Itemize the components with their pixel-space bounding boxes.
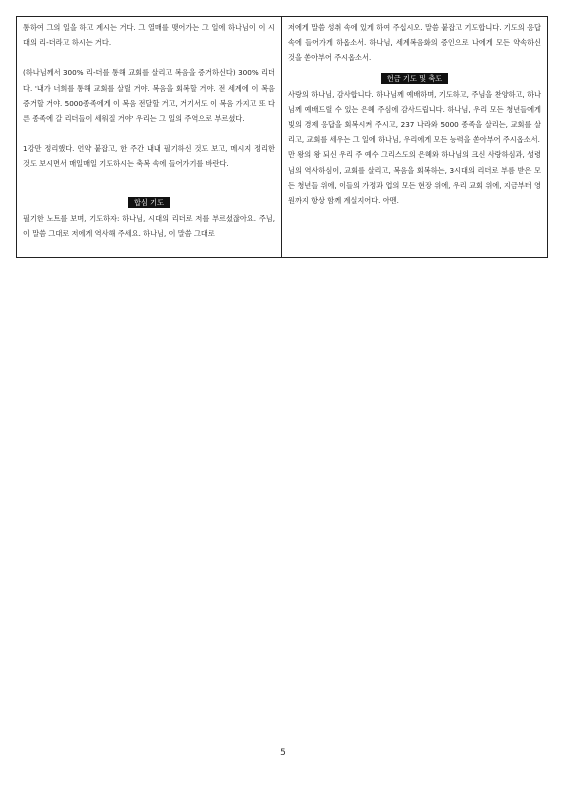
section-heading-joint-prayer: 합심 기도 (128, 197, 170, 208)
two-column-text-box (16, 16, 548, 258)
section-heading-wrap (23, 196, 275, 210)
left-column (17, 17, 282, 257)
right-paragraph-1: 저에게 말씀 성취 속에 있게 하여 주십시오. 말씀 붙잡고 기도합니다. 기도의 응답 속에 들어가게 하옵소서. 하나님, 세계복음화의 증인으로 나에게 모든 약속하신 것을 쏟아부어 주시옵소서. (288, 23, 541, 63)
left-paragraph-3: 1강만 정리했다. 언약 붙잡고, 한 주간 내내 필기하신 것도 보고, 메시지 정리한 것도 보시면서 매일매일 기도하시는 축복 속에 들어가기를 바란다. (23, 144, 275, 169)
section-heading-wrap (288, 72, 541, 86)
left-paragraph-2: (하나님께서 300% 리-더를 통해 교회를 살리고 복음을 증거하신다) 300% 리더다. '내가 너희를 통해 교회를 살릴 거야. 복음을 회복할 거야. 전 세계에 이 복음 증거할 거야. 5000종족에게 이 복음 전달할 거고, 거기서도 이 복음 가지고 또 다른 종족에 갈 리더들이 세워질 거야' 우리는 그 일의 주역으로 부르셨다. (23, 68, 275, 124)
right-paragraph-2: 사랑의 하나님, 감사합니다. 하나님께 예배하며, 기도하고, 주님을 찬양하고, 하나님께 예배드릴 수 있는 은혜 주심에 감사드립니다. 하나님, 우리 모든 청년들에게 빛의 경제 응답을 회복시켜 주시고, 237 나라와 5000 종족을 살리는, 교회를 살리고, 교회를 세우는 그 일에 하나님, 우리에게 모든 능력을 쏟아부어 주시옵소서. (288, 89, 541, 145)
right-paragraph-3: 만 왕의 왕 되신 우리 주 예수 그리스도의 은혜와 하나님의 크신 사랑하심과, 성령님의 역사하심이, 교회를 살리고, 복음을 회복하는, 3시대의 리더로 부름 받은 모든 청년들 위에, 이들의 가정과 업의 모든 현장 위에, 우리 교회 위에, 지금부터 영원까지 항상 함께 계실지어다. 아멘. (288, 150, 541, 206)
spacer (23, 172, 275, 194)
spacer (23, 126, 275, 141)
page-number: 5 (280, 748, 286, 758)
spacer (23, 50, 275, 65)
right-column (282, 17, 547, 257)
left-paragraph-4: 필기한 노트를 보며, 기도하자: 하나님, 시대의 리더로 저를 부르셨잖아요. 주님, 이 말씀 그대로 저에게 역사해 주세요. 하나님, 이 말씀 그대로 (23, 213, 275, 238)
left-paragraph-1: 통하여 그의 일을 하고 계시는 거다. 그 열매를 맺어가는 그 일에 하나님이 이 시대의 리-더라고 하시는 거다. (23, 23, 275, 48)
section-heading-offering-prayer: 헌금 기도 및 축도 (381, 73, 448, 84)
